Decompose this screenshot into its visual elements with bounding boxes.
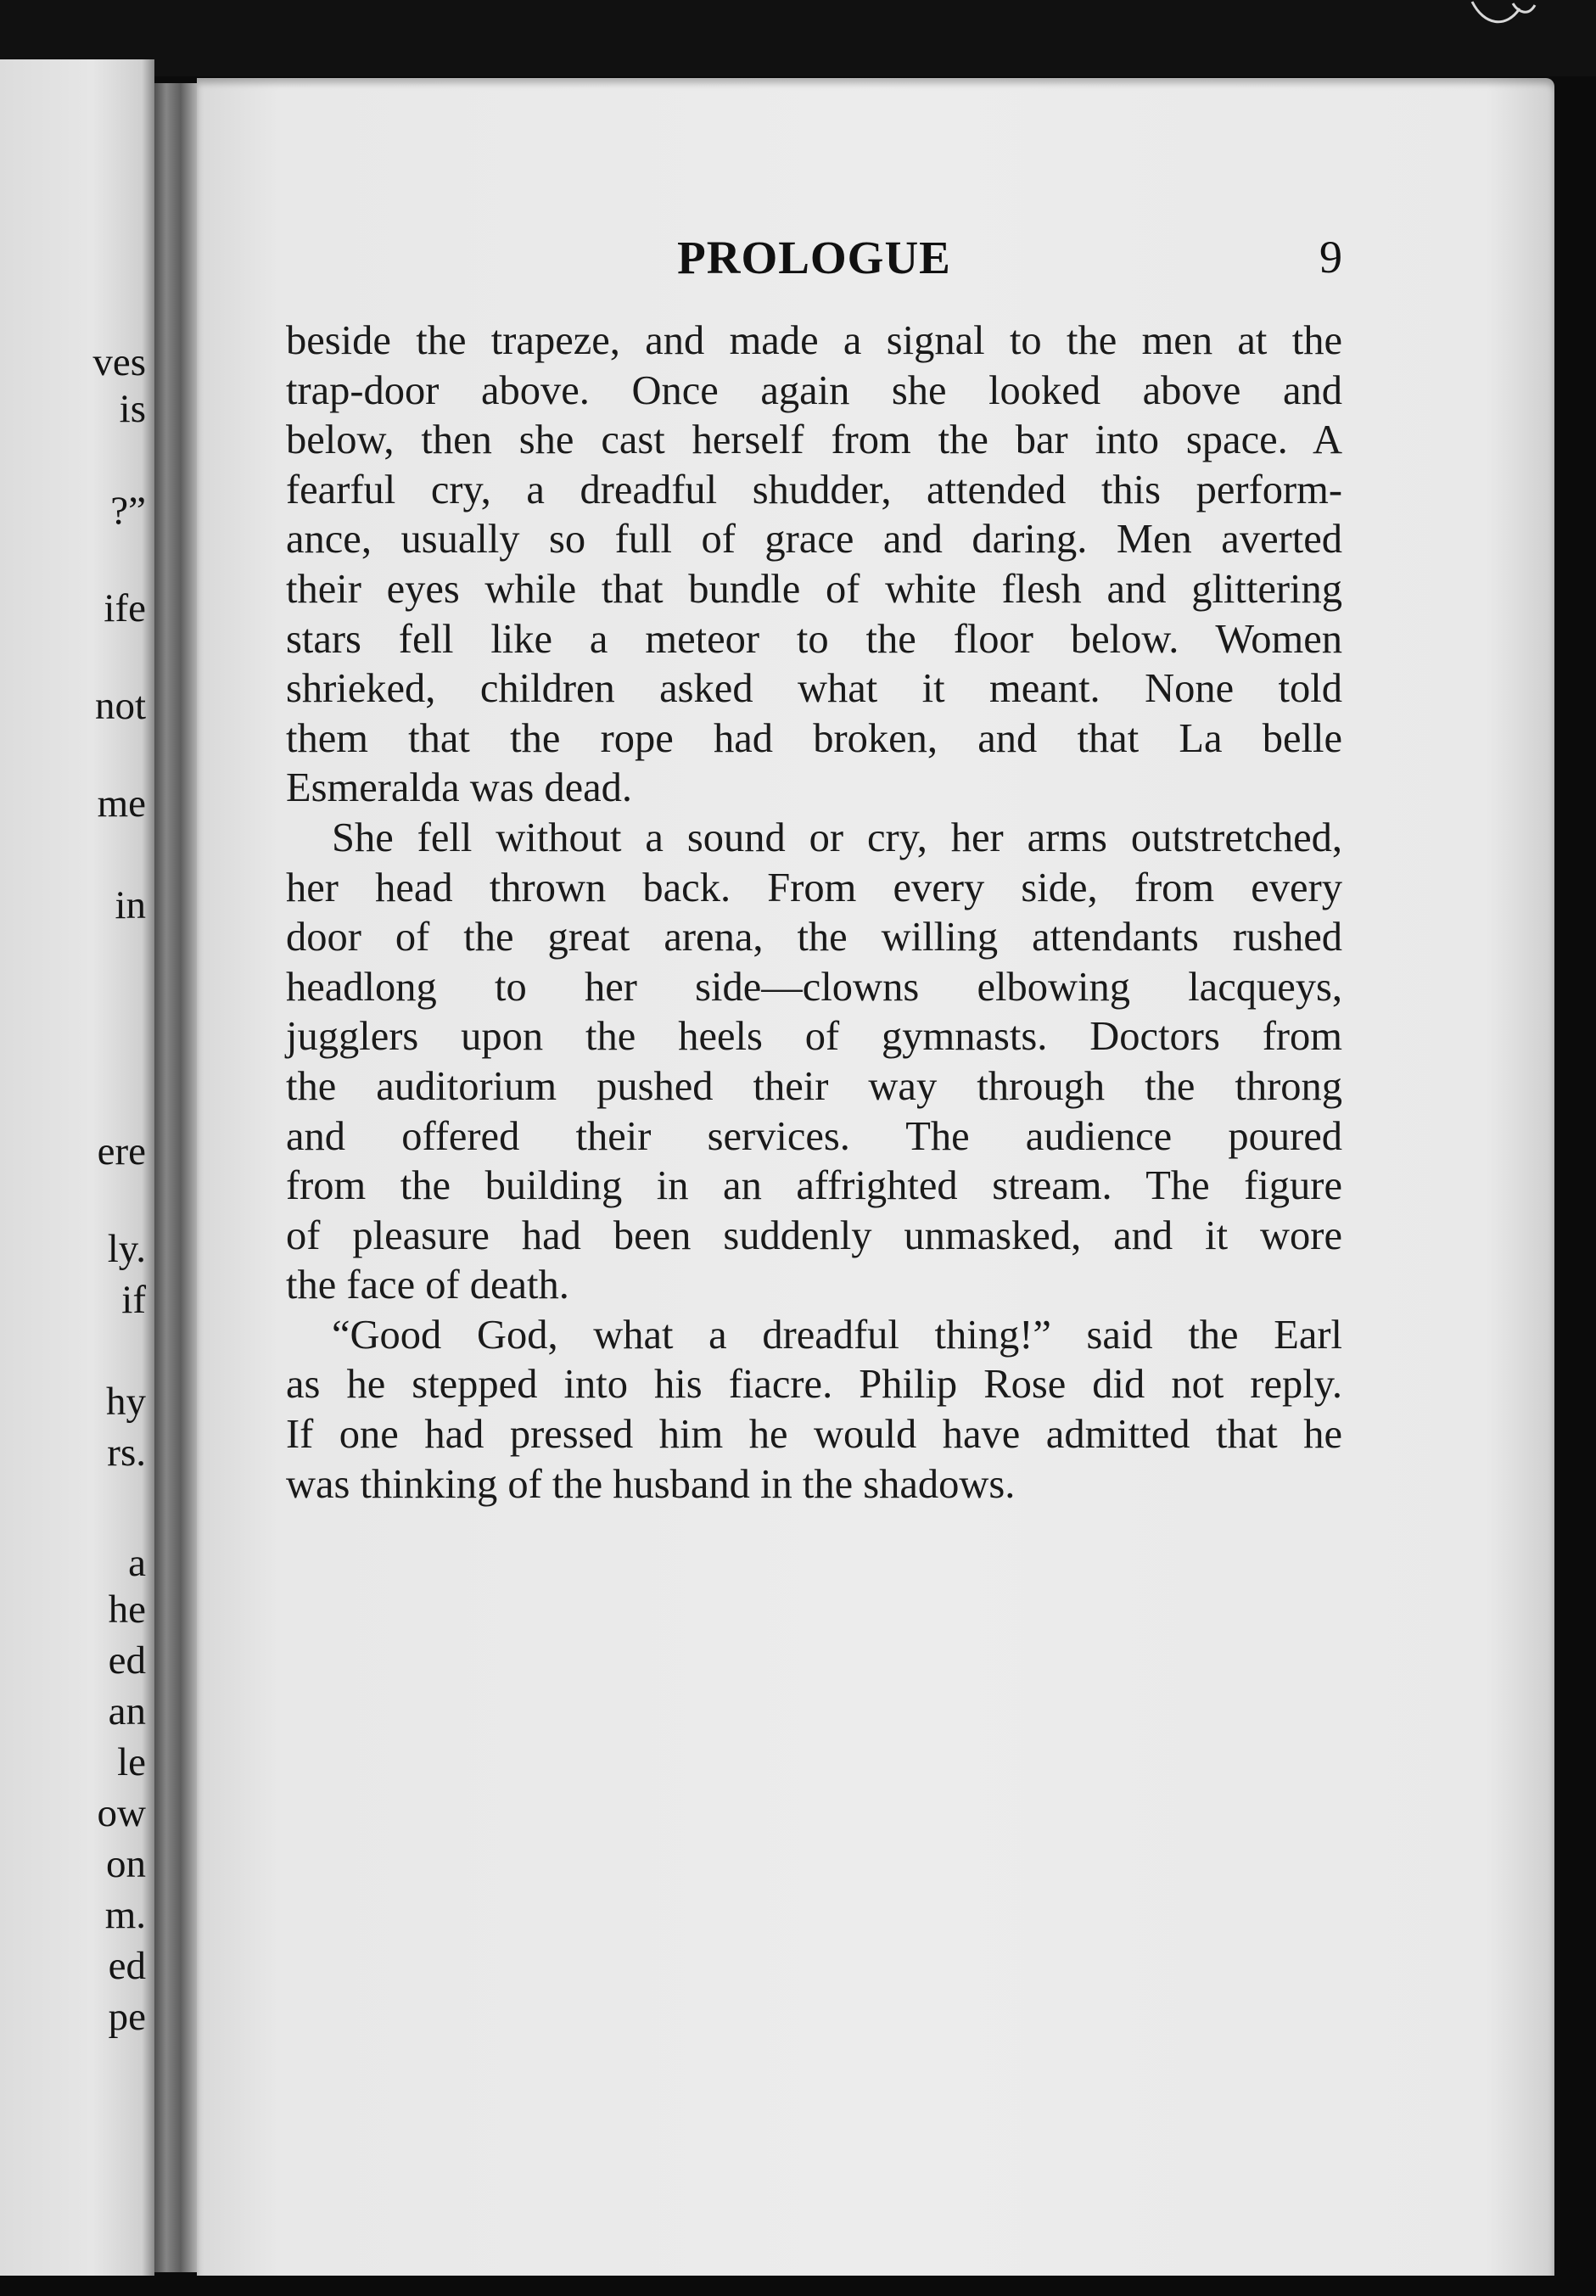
text-line: beside the trapeze, and made a signal to the men at the: [286, 318, 1342, 363]
text-line: of pleasure had been suddenly unmasked, and it wore: [286, 1212, 1342, 1258]
book-gutter: [154, 83, 202, 2272]
text-line: below, then she cast herself from the bar into space. A: [286, 417, 1342, 463]
text-line: headlong to her side—clowns elbowing lacqueys,: [286, 964, 1342, 1010]
text-line: the face of death.: [286, 1263, 569, 1308]
left-page-edge: [0, 59, 154, 2276]
left-page-fragment: ere: [97, 1129, 146, 1173]
text-line: the auditorium pushed their way through the throng: [286, 1063, 1342, 1109]
text-line: shrieked, children asked what it meant. None told: [286, 666, 1342, 712]
text-line: stars fell like a meteor to the floor below. Women: [286, 616, 1342, 662]
text-line: from the building in an affrighted stream. The figure: [286, 1163, 1342, 1209]
text-line: was thinking of the husband in the shadows.: [286, 1461, 1016, 1507]
text-line: “Good God, what a dreadful thing!” said the Earl: [332, 1312, 1342, 1358]
left-page-fragment: rs.: [107, 1431, 146, 1475]
text-line: ance, usually so full of grace and daring. Men averted: [286, 517, 1342, 563]
left-page-fragment: not: [94, 684, 146, 728]
page-number: 9: [1319, 232, 1342, 283]
text-line: them that the rope had broken, and that La belle: [286, 715, 1342, 761]
left-page-fragment: ed: [108, 1638, 146, 1683]
running-head: PROLOGUE: [677, 232, 951, 283]
scan-top-edge: [0, 0, 1596, 76]
text-line: door of the great arena, the willing attendants rushed: [286, 915, 1342, 960]
text-line: jugglers upon the heels of gymnasts. Doctors from: [286, 1014, 1342, 1060]
text-line: She fell without a sound or cry, her arms outstretched,: [332, 815, 1342, 860]
left-page-fragment: ly.: [107, 1227, 146, 1271]
left-page-fragment: me: [97, 781, 146, 826]
left-page-fragment: ow: [97, 1791, 146, 1835]
text-line: Esmeralda was dead.: [286, 765, 633, 811]
left-page-fragment: is: [119, 387, 146, 431]
text-line: trap-door above. Once again she looked above and: [286, 367, 1342, 413]
left-page-fragment: in: [115, 883, 146, 927]
corner-scribble-mark: [1469, 0, 1537, 31]
left-page-fragment: ves: [92, 340, 146, 384]
left-page-fragment: an: [108, 1689, 146, 1733]
left-page-fragment: le: [117, 1740, 146, 1784]
left-page-fragment: a: [128, 1541, 146, 1585]
left-page-fragment: m.: [104, 1893, 146, 1937]
left-page-fragment: pe: [108, 1995, 146, 2039]
left-page-fragment: he: [108, 1588, 146, 1632]
body-text: [286, 316, 1342, 1509]
text-line: fearful cry, a dreadful shudder, attended this perform-: [286, 467, 1342, 512]
left-page-fragment: ed: [108, 1944, 146, 1988]
left-page-fragment: on: [106, 1842, 146, 1886]
text-line: as he stepped into his fiacre. Philip Rose did not reply.: [286, 1362, 1342, 1408]
left-page-fragment: hy: [106, 1380, 146, 1424]
left-page-fragment: ife: [104, 586, 146, 630]
text-line: their eyes while that bundle of white flesh and glittering: [286, 566, 1342, 612]
page-header: [286, 231, 1342, 290]
left-page-fragment: if: [121, 1278, 146, 1322]
text-line: If one had pressed him he would have admitted that he: [286, 1412, 1342, 1458]
text-line: and offered their services. The audience poured: [286, 1113, 1342, 1159]
left-page-fragment: ?”: [110, 489, 146, 533]
text-line: her head thrown back. From every side, from every: [286, 865, 1342, 910]
